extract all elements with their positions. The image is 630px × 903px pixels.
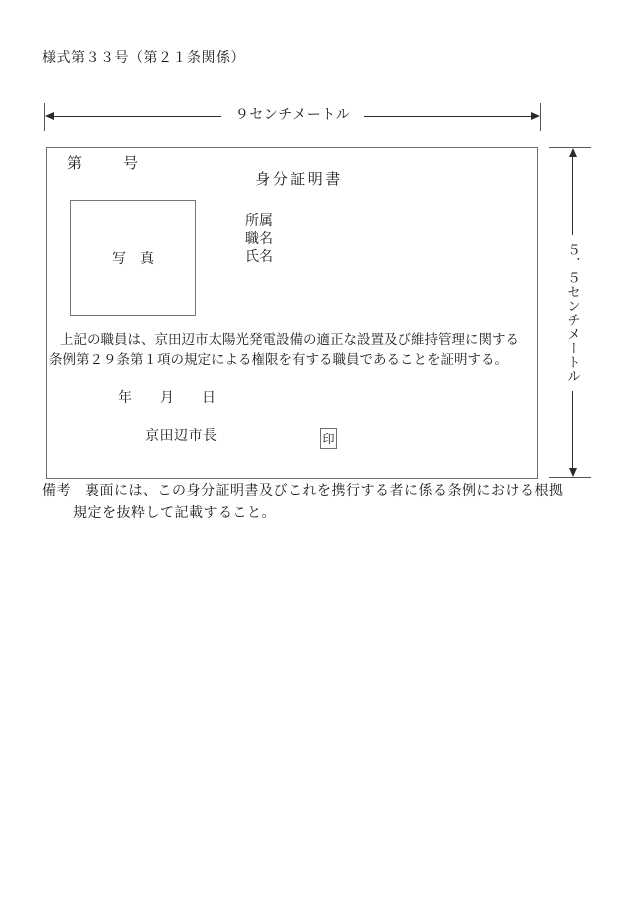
width-dimension-label: ９センチメートル: [234, 108, 351, 123]
remarks: [42, 481, 564, 525]
number-prefix: 第: [67, 156, 83, 172]
certification-text: [49, 330, 535, 370]
photo-box: [70, 200, 196, 316]
date-month-label: 月: [160, 391, 174, 406]
date-year-label: 年: [118, 391, 132, 406]
remarks-line1: [42, 481, 564, 503]
remarks-line2: 規定を抜粋して記載すること。: [73, 506, 276, 521]
arrow-right-icon: [531, 112, 540, 120]
arrow-line: [572, 157, 573, 235]
field-name: 氏名: [245, 250, 273, 265]
arrow-line: [364, 116, 531, 117]
seal-mark: 印: [322, 431, 335, 446]
date-day-label: 日: [202, 391, 216, 406]
arrow-line: [572, 391, 573, 469]
form-number-label: 様式第３３号（第２１条関係）: [42, 51, 245, 66]
height-arrow: [566, 148, 579, 477]
photo-label: 写 真: [112, 252, 154, 267]
arrow-left-icon: [45, 112, 54, 120]
id-card: [46, 147, 538, 479]
dimension-tick-right: [540, 103, 541, 131]
field-affiliation: 所属: [245, 214, 273, 229]
certification-line2: 条例第２９条第１項の規定による権限を有する職員であることを証明する。: [49, 352, 508, 367]
card-fields: [245, 213, 273, 267]
field-job-title: 職名: [245, 232, 273, 247]
dimension-tick-bottom: [549, 477, 591, 478]
arrow-line: [54, 116, 221, 117]
width-arrow: [45, 108, 540, 124]
arrow-down-icon: [569, 468, 577, 477]
date-line: [118, 392, 216, 406]
number-suffix: 号: [123, 156, 139, 172]
seal-box: [320, 428, 337, 449]
width-dimension: [44, 103, 541, 131]
card-title: 身分証明書: [255, 172, 343, 188]
remarks-text1: 裏面には、この身分証明書及びこれを携行する者に係る条例における根拠: [85, 484, 564, 499]
remarks-label: 備考: [42, 484, 71, 499]
arrow-up-icon: [569, 148, 577, 157]
height-dimension: [549, 147, 591, 478]
height-dimension-label: ５．５センチメートル: [565, 242, 580, 383]
certification-line1: 上記の職員は、京田辺市太陽光発電設備の適正な設置及び維持管理に関する: [60, 332, 519, 347]
issuer-name: 京田辺市長: [145, 429, 218, 444]
